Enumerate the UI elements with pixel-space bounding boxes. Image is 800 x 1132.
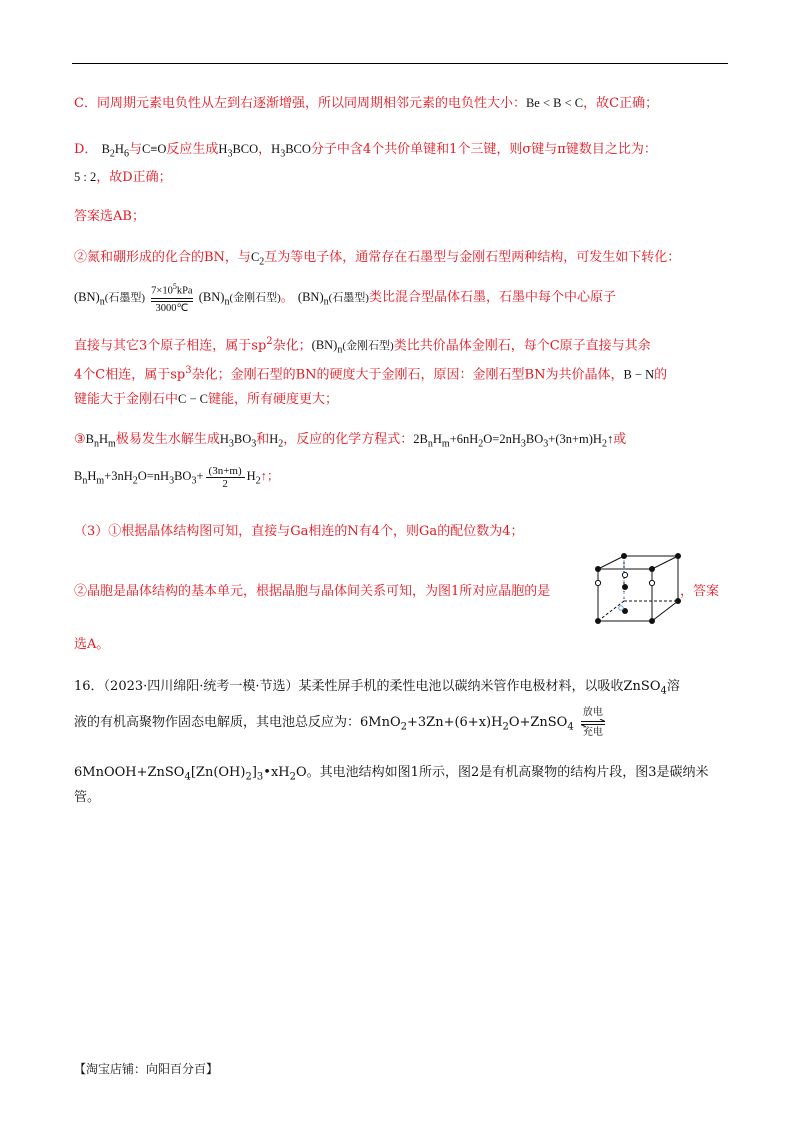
bn-graphite-2: $(BN)_n$(石墨型)	[297, 290, 369, 308]
hydrolysis-line	[74, 430, 626, 454]
text-reacts: 反应生成	[166, 142, 219, 157]
graphite-analogy-text: 类比混合型晶体石墨，石墨中每个中心原子	[368, 290, 616, 305]
or-text: 或	[613, 432, 627, 447]
sp3-line	[74, 362, 667, 384]
h2-formula: $H_2$	[269, 432, 284, 450]
option-d-tail: ，故D正确；	[96, 170, 172, 185]
bn-diamond-1: $(BN)_n$(金刚石型)	[198, 290, 281, 308]
bn-graphite-1: $(BN)_n$(石墨型)	[74, 290, 146, 308]
hardness-conclusion: 键能，所有硬度更大；	[208, 392, 339, 407]
answer-a-line	[74, 636, 109, 654]
battery-end-line	[74, 789, 100, 807]
znso4-text: O+ZnSO	[508, 715, 568, 730]
h3bco-formula: $H_3BCO$	[218, 142, 259, 160]
electrolyte-text: 液的有机高聚物作固态电解质，其电池总反应为：6MnO	[74, 715, 401, 730]
question-16-text: 16．（2023·四川绵阳·统考一模·节选）某柔性屏手机的柔性电池以碳纳米管作电极材料，以吸收ZnSO	[74, 679, 661, 694]
charge-label: 充电	[582, 726, 603, 738]
diamond-analogy-text: 类比共价晶体金刚石，每个C原子直接与其余	[393, 338, 651, 354]
bn-intro-tail: 互为等电子体，通常存在石墨型与金刚石型两种结构，可发生如下转化：	[264, 250, 681, 265]
bnhm-formula: $B_nH_m$	[85, 432, 116, 450]
hydrolysis-text: 极易发生水解生成	[115, 432, 220, 447]
answer-a: 选A。	[74, 637, 110, 652]
h3bco-formula-2: $H_3BCO$	[271, 142, 311, 160]
hydrolysis-equation-1: $2B_nH_m+6nH_2O=2nH_3BO_3+(3n+m)H_2↑$	[413, 432, 614, 450]
c2-formula: $C_2$	[250, 250, 265, 268]
sp2-sup: 2	[266, 336, 273, 347]
figure-description: O。其电池结构如图1所示，图2是有机高聚物的结构片段，图3是碳纳米	[296, 765, 709, 780]
hydrolysis-equation-2-line	[74, 458, 279, 500]
co-formula: C≡O	[141, 142, 167, 156]
bond-energy-text: 键能大于金刚石中	[74, 392, 179, 407]
battery-equation-line	[74, 706, 608, 745]
discharge-label: 放电	[582, 706, 603, 718]
h2o-sub-2: 2	[289, 771, 297, 783]
hybrid-text: 杂化；	[272, 338, 312, 354]
equation-intro: ，反应的化学方程式：	[283, 432, 414, 447]
option-c-line	[74, 94, 658, 113]
bn-intro-line	[74, 248, 680, 272]
option-d-line	[74, 140, 657, 164]
xh2o-text: •xH	[263, 765, 290, 780]
option-d-label: D．	[74, 142, 98, 157]
reversible-arrow	[578, 707, 608, 739]
coordination-text: （3）①根据晶体结构图可知，直接与Ga相连的N有4个，则Ga的配位数为4；	[74, 524, 524, 539]
coordination-line	[74, 523, 523, 541]
electronegativity-order: Be < B < C	[525, 96, 584, 110]
sp3-sup: 3	[185, 365, 192, 376]
sp3-text: 4个C相连，属于sp	[74, 367, 186, 383]
bond-ratio-text: 分子中含4个共价单键和1个三键，则σ键与π键数目之比为：	[310, 142, 657, 157]
bn-conversion-line	[74, 280, 616, 320]
period: 。	[280, 290, 294, 305]
unit-cell-figure	[591, 553, 683, 627]
unit-cell-text: ②晶胞是晶体结构的基本单元，根据晶胞与晶体间关系可知，为图1所对应晶胞的是	[74, 584, 551, 599]
question-16-tail: 溶	[666, 679, 680, 694]
mno2-sub: 2	[400, 721, 407, 733]
bond-ratio: 5 : 2	[74, 170, 97, 184]
sp2-line	[74, 333, 651, 360]
unit-cell-line	[74, 583, 550, 601]
znso4-sub-3: 4	[184, 771, 191, 783]
bn-intro-text: ②氮和硼形成的化合的BN，与	[74, 250, 251, 265]
bracket-text: ]	[251, 765, 257, 780]
znso4-sub-2: 4	[567, 721, 574, 733]
products-text: 6MnOOH+ZnSO	[74, 765, 185, 780]
znso4-sub: 4	[660, 685, 667, 697]
ratio-line	[74, 168, 172, 187]
bond-energy-line	[74, 390, 338, 409]
and-text: 和	[256, 432, 270, 447]
answer-ab: 答案选AB；	[74, 209, 145, 224]
reactants-text: +3Zn+(6+x)H	[407, 715, 503, 730]
unit-cell-tail-line	[680, 583, 719, 601]
comma: ，	[258, 142, 272, 157]
bracket-sub: 3	[256, 771, 264, 783]
coefficient-fraction: $\frac{(3n+m)}{2}$	[206, 465, 245, 490]
h3bo3-formula: $H_3BO_3$	[219, 432, 257, 450]
conversion-conditions: $7\times 10^5kPa$ 3000℃	[151, 282, 193, 314]
oh2-sub: 2	[245, 771, 252, 783]
end-text: 管。	[74, 790, 101, 805]
cc-bond: C − C	[178, 392, 208, 406]
zn-oh-text: [Zn(OH)	[190, 765, 246, 780]
hardness-reason-text: 杂化；金刚石型的BN的硬度大于金刚石，原因：金刚石型BN为共价晶体，	[191, 367, 624, 383]
unit-cell-tail: ，答案	[680, 584, 720, 599]
de-text: 的	[654, 367, 668, 383]
battery-products-line	[74, 764, 709, 787]
bn-diamond-2: $(BN)_n$(金刚石型)	[311, 338, 394, 356]
item-3-marker: ③	[74, 432, 86, 447]
b2h6-formula: $B_2H_6$	[101, 142, 129, 160]
footer-shop: 【淘宝店铺：向阳百分百】	[74, 1062, 219, 1076]
option-c-tail: ，故C正确；	[583, 96, 659, 111]
question-16-line	[74, 678, 680, 701]
top-rule	[72, 63, 728, 64]
hydrolysis-equation-2: $B_nH_m+3nH_2O=nH_3BO_3+$ $\frac{(3n+m)}{2}$ $H_2↑$；	[74, 464, 280, 490]
option-c-text: C．同周期元素电负性从左到右逐渐增强，所以同周期相邻元素的电负性大小：	[74, 96, 526, 111]
h2o-sub: 2	[502, 721, 509, 733]
reversible-arrow-icon	[580, 719, 606, 727]
bn-bond: B − N	[623, 367, 655, 382]
text-with: 与	[128, 142, 142, 157]
sp2-text: 直接与其它3个原子相连，属于sp	[74, 338, 267, 354]
answer-ab-line	[74, 208, 145, 226]
